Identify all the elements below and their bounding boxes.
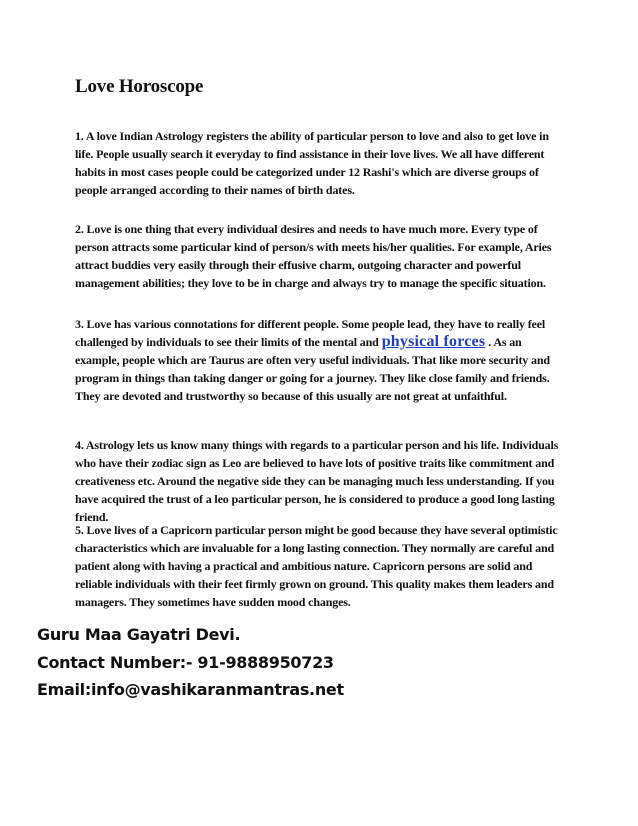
- paragraph-3: [75, 315, 565, 405]
- contact-number: Contact Number:- 91-9888950723: [37, 653, 334, 672]
- paragraph-1: 1. A love Indian Astrology registers the ability of particular person to love and also to get love in life. People usually search it everyday to find assistance in their love lives. We all have different habits in most cases people could be categorized under 12 Rashi's which are diverse groups of people arranged according to their names of birth dates.: [75, 129, 549, 197]
- contact-email: Email:info@vashikaranmantras.net: [37, 680, 344, 699]
- page-title: Love Horoscope: [75, 76, 204, 97]
- physical-forces-link[interactable]: physical forces: [381, 333, 486, 350]
- paragraph-3-text-after: . As an example, people which are Taurus are often very useful individuals. That like more security and program in things than taking danger or going for a journey. They like close family and friends. They are devoted and trustworthy so because of this usually are not great at unfaithful.: [75, 335, 550, 403]
- paragraph-3-text-before: 3. Love has various connotations for different people. Some people lead, they have to really feel challenged by individuals to see their limits of the mental and: [75, 317, 546, 349]
- paragraph-5: 5. Love lives of a Capricorn particular person might be good because they have several optimistic characteristics which are invaluable for a long lasting connection. They normally are careful and patient along with having a practical and ambitious nature. Capricorn persons are solid and reliable individuals with their feet firmly grown on ground. This quality makes them leaders and managers. They sometimes have sudden mood changes.: [75, 523, 558, 609]
- paragraph-4: 4. Astrology lets us know many things with regards to a particular person and his life. Individuals who have their zodiac sign as Leo are believed to have lots of positive traits like commitment and creativeness etc. Around the negative side they can be managing much less understanding. If you have acquired the trust of a leo particular person, he is considered to produce a good long lasting friend.: [75, 438, 559, 524]
- paragraph-2: 2. Love is one thing that every individual desires and needs to have much more. Every type of person attracts some particular kind of person/s with meets his/her qualities. For example, Aries attract buddies very easily through their effusive charm, outgoing character and powerful management abilities; they love to be in charge and always try to manage the specific situation.: [75, 222, 552, 290]
- guru-name: Guru Maa Gayatri Devi.: [37, 625, 241, 644]
